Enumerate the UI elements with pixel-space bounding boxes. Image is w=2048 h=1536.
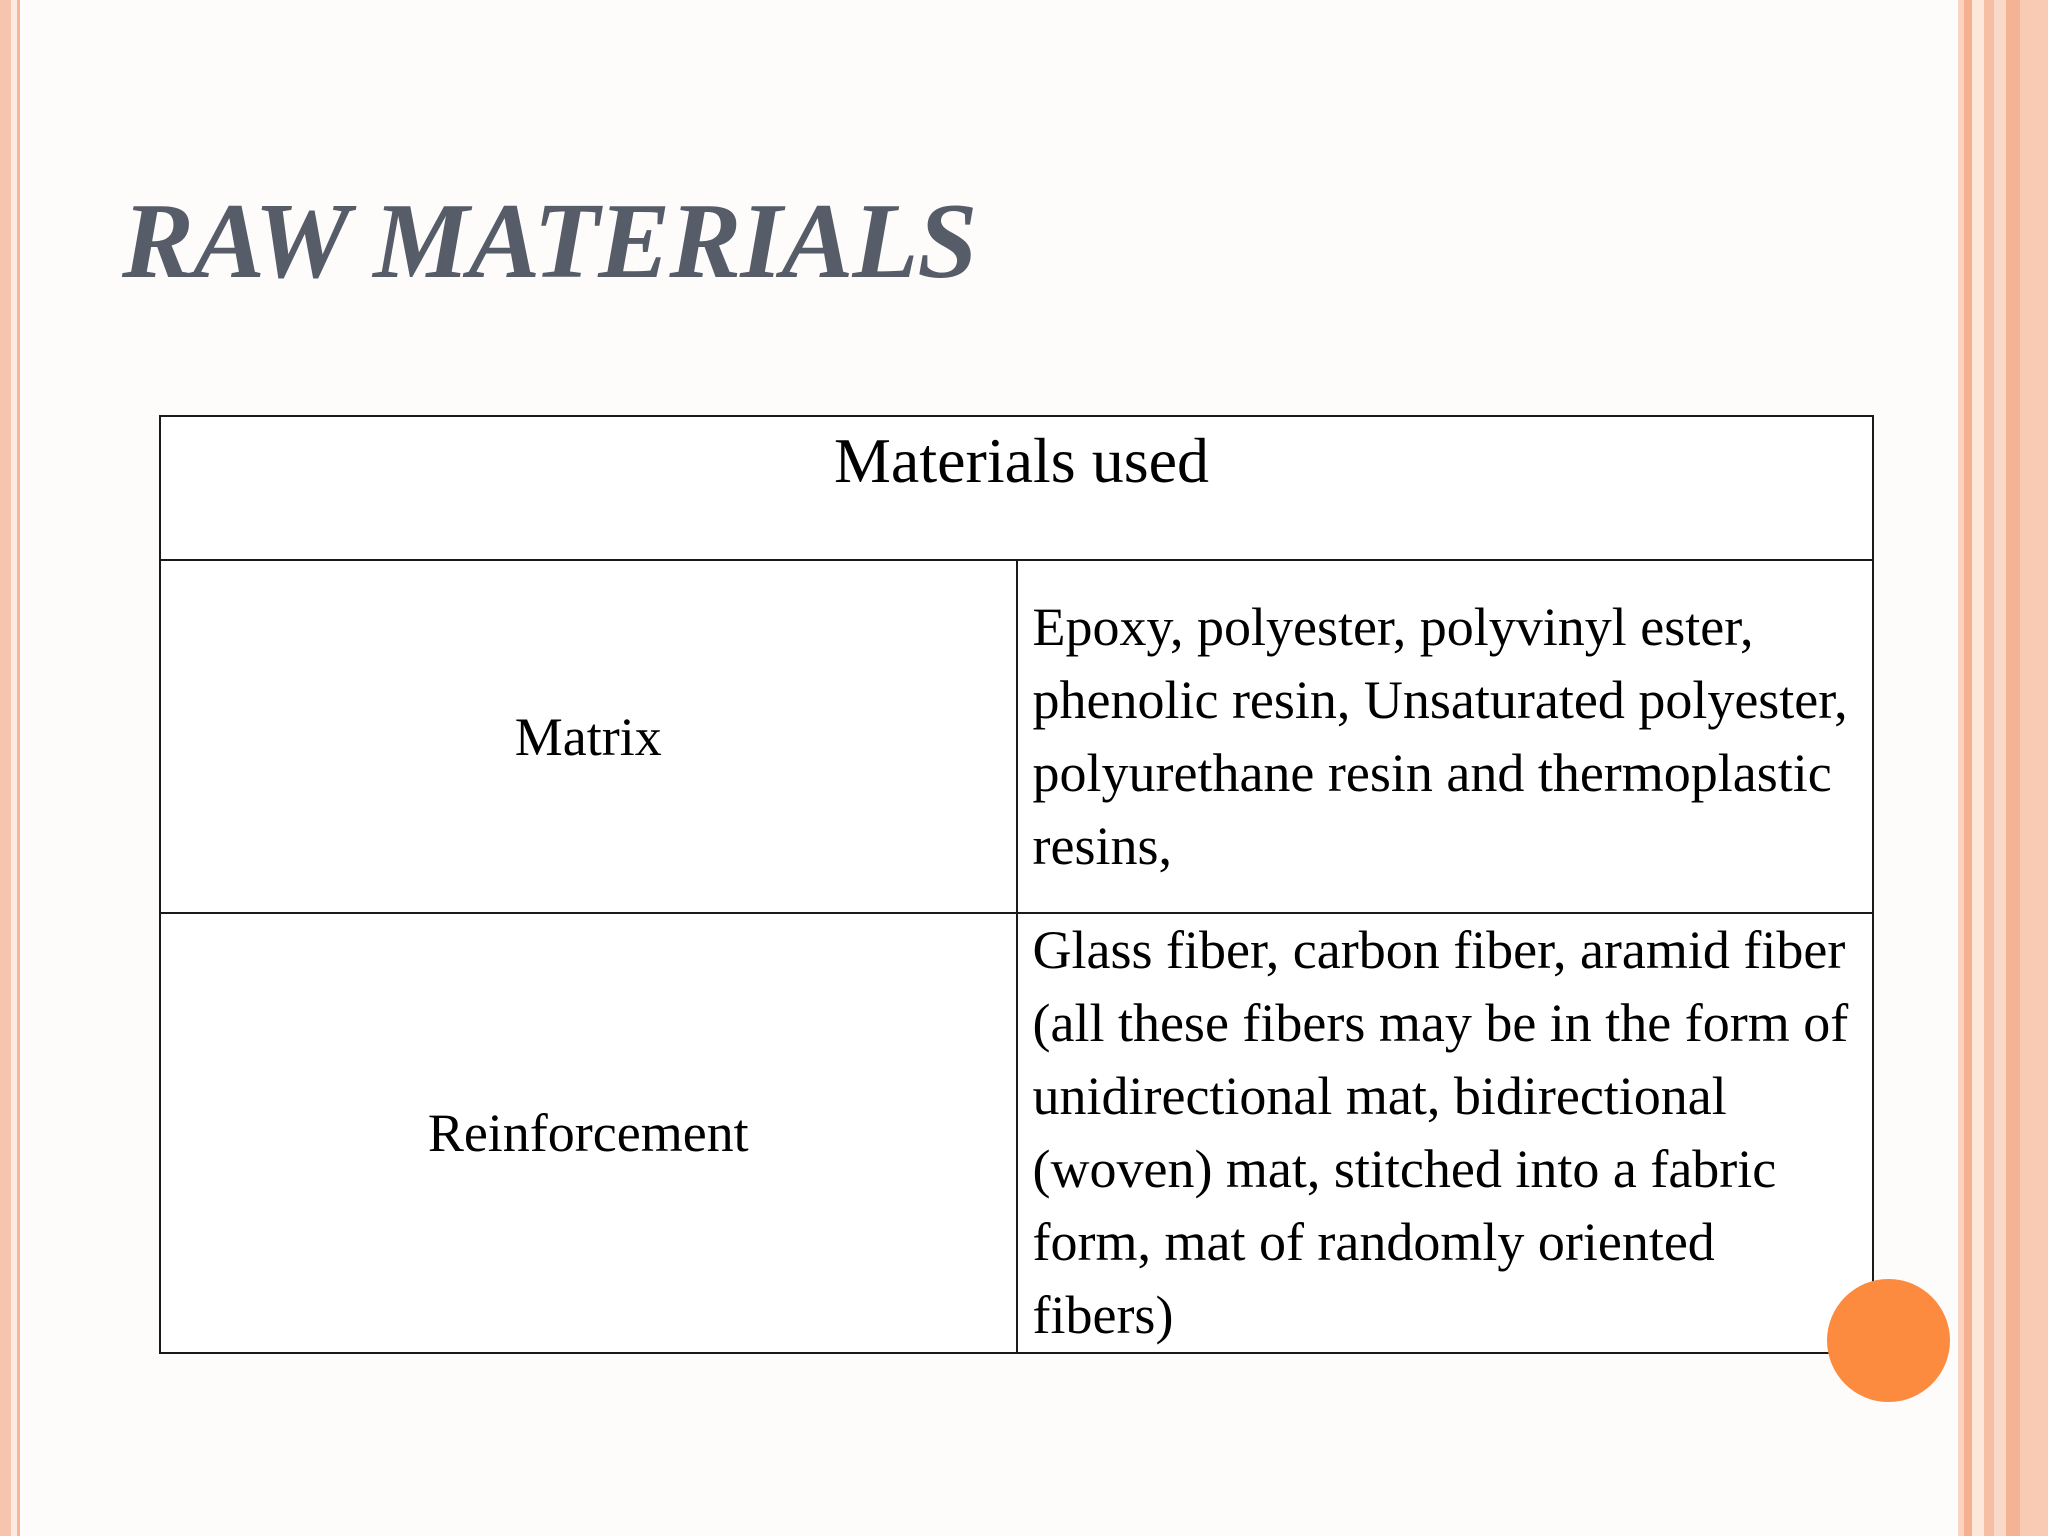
row-label-matrix: Matrix: [160, 560, 1017, 913]
right-border-stripe: [1994, 0, 2006, 1536]
right-border-stripe: [1972, 0, 1984, 1536]
table-row: [160, 560, 1873, 913]
right-border-stripe: [1984, 0, 1994, 1536]
table-row: [160, 913, 1873, 1353]
table-header-row: [160, 416, 1873, 560]
right-border-stripe: [2020, 0, 2048, 1536]
row-description-matrix: Epoxy, polyester, polyvinyl ester, phenolic resin, Unsaturated polyester, polyurethane resin and thermoplastic resins,: [1017, 560, 1874, 913]
decorative-orange-circle: [1827, 1279, 1950, 1402]
row-description-reinforcement: Glass fiber, carbon fiber, aramid fiber (all these fibers may be in the form of unidirectional mat, bidirectional (woven) mat, stitched into a fabric form, mat of randomly oriented fibers): [1017, 913, 1874, 1353]
left-border-stripe: [17, 0, 20, 1536]
table-header-text: Materials used: [834, 425, 1209, 496]
row-label-reinforcement: Reinforcement: [160, 913, 1017, 1353]
slide-title: RAW MATERIALS: [122, 182, 977, 301]
left-border-stripe: [0, 0, 11, 1536]
table-header-cell: [160, 416, 1873, 560]
right-border-stripe: [1964, 0, 1972, 1536]
right-border-stripe: [2006, 0, 2020, 1536]
materials-table: [159, 415, 1874, 1354]
